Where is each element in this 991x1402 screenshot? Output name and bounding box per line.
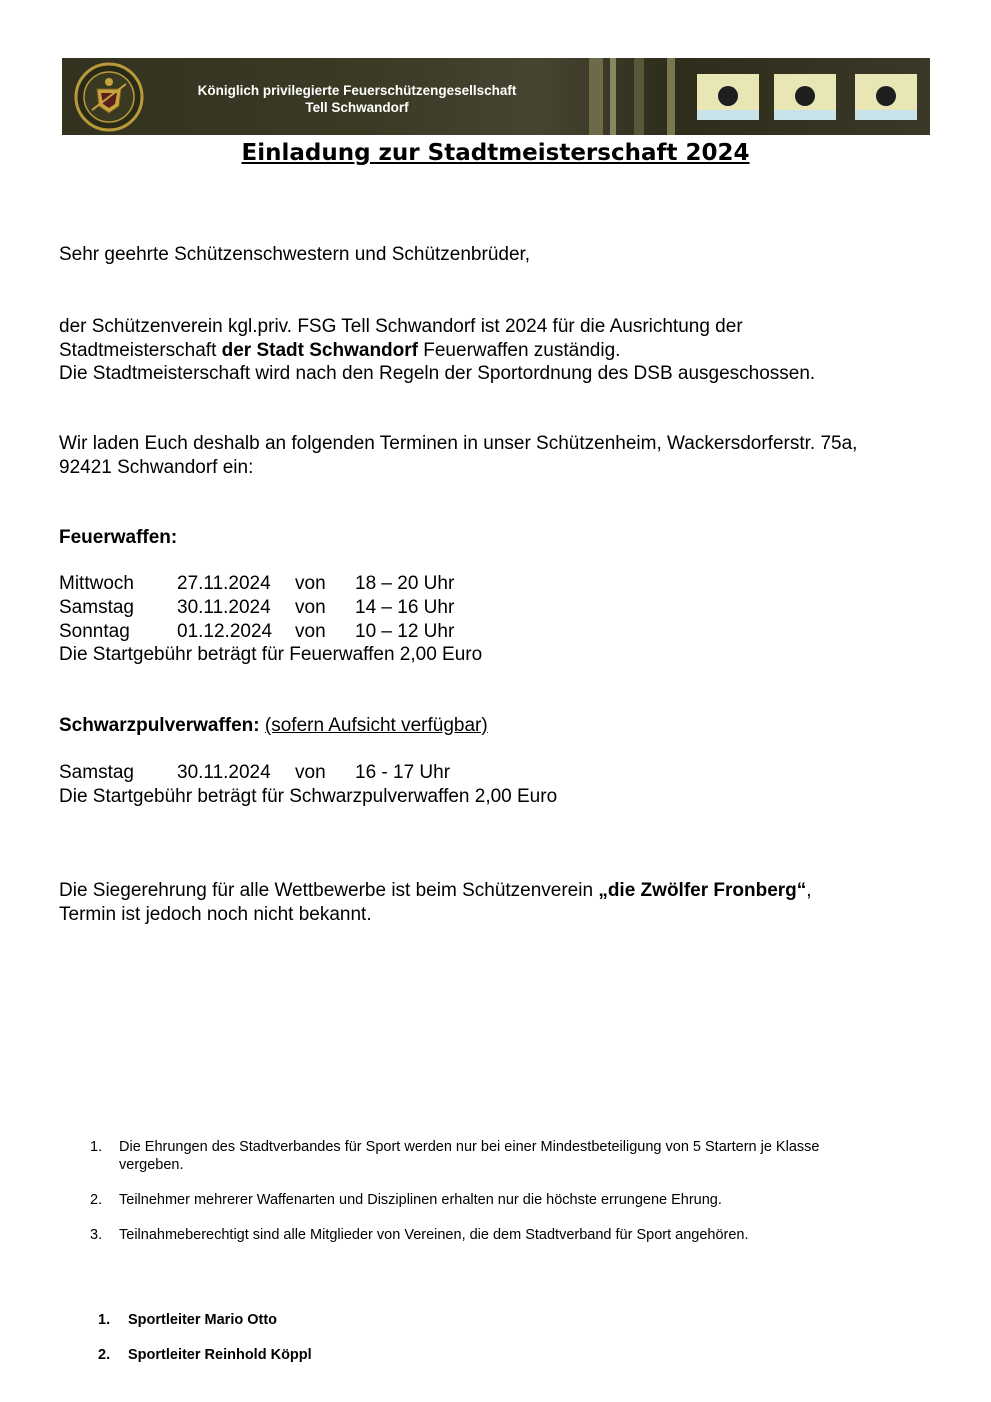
schedule-von: von	[295, 762, 326, 783]
schedule-von: von	[295, 597, 326, 618]
banner-stripe	[667, 58, 675, 135]
ceremony-paragraph	[59, 879, 812, 926]
schedule-time: 14 – 16 Uhr	[355, 597, 455, 618]
club-crest-icon	[74, 62, 144, 132]
shooting-target	[855, 74, 917, 120]
shooting-target	[697, 74, 759, 120]
schedule-time: 10 – 12 Uhr	[355, 621, 455, 642]
schedule-date: 30.11.2024	[177, 597, 271, 618]
intro-line: der Schützenverein kgl.priv. FSG Tell Schwandorf ist 2024 für die Ausrichtung der	[59, 316, 743, 337]
schedule-date: 27.11.2024	[177, 573, 271, 594]
schedule-day: Mittwoch	[59, 573, 134, 594]
intro-line: Die Stadtmeisterschaft wird nach den Regeln der Sportordnung des DSB ausgeschossen.	[59, 363, 816, 384]
shooting-target	[774, 74, 836, 120]
club-name-line2: Tell Schwandorf	[305, 100, 409, 115]
target-lower-band	[855, 110, 917, 120]
schedule-day: Samstag	[59, 597, 134, 618]
schedule-time: 18 – 20 Uhr	[355, 573, 455, 594]
invitation-paragraph	[59, 432, 857, 479]
schedule-von: von	[295, 621, 326, 642]
invitation-line: Wir laden Euch deshalb an folgenden Terminen in unser Schützenheim, Wackersdorferstr. 75a,	[59, 433, 858, 454]
header-banner	[62, 58, 930, 135]
schedule-day: Samstag	[59, 762, 134, 783]
banner-stripe	[610, 58, 616, 135]
page-title: Einladung zur Stadtmeisterschaft 2024	[241, 140, 750, 166]
intro-paragraph	[59, 315, 815, 386]
club-name-line1: Königlich privilegierte Feuerschützengesellschaft	[197, 83, 517, 98]
target-bullseye-icon	[876, 86, 896, 106]
invitation-line: 92421 Schwandorf ein:	[59, 456, 254, 478]
feuerwaffen-heading: Feuerwaffen:	[59, 527, 178, 548]
schedule-von: von	[295, 573, 326, 594]
schwarzpulver-fee: Die Startgebühr beträgt für Schwarzpulverwaffen 2,00 Euro	[59, 786, 558, 807]
banner-stripe	[634, 58, 644, 135]
schedule-date: 30.11.2024	[177, 762, 271, 783]
target-bullseye-icon	[795, 86, 815, 106]
banner-stripe	[589, 58, 603, 135]
schedule-date: 01.12.2024	[177, 621, 273, 642]
target-bullseye-icon	[718, 86, 738, 106]
schwarzpulver-note: (sofern Aufsicht verfügbar)	[264, 715, 488, 736]
greeting: Sehr geehrte Schützenschwestern und Schützenbrüder,	[59, 244, 531, 265]
target-lower-band	[697, 110, 759, 120]
ceremony-line: Die Siegerehrung für alle Wettbewerbe ist beim Schützenverein „die Zwölfer Fronberg“,	[59, 880, 812, 901]
ceremony-line: Termin ist jedoch noch nicht bekannt.	[59, 903, 372, 925]
club-name	[162, 82, 552, 116]
schedule-time: 16 - 17 Uhr	[355, 762, 451, 783]
intro-line: Stadtmeisterschaft der Stadt Schwandorf Feuerwaffen zuständig.	[59, 339, 621, 361]
feuerwaffen-fee: Die Startgebühr beträgt für Feuerwaffen 2,00 Euro	[59, 644, 483, 665]
schedule-day: Sonntag	[59, 621, 130, 642]
target-lower-band	[774, 110, 836, 120]
schwarzpulver-heading: Schwarzpulverwaffen: (sofern Aufsicht verfügbar)	[59, 715, 488, 736]
